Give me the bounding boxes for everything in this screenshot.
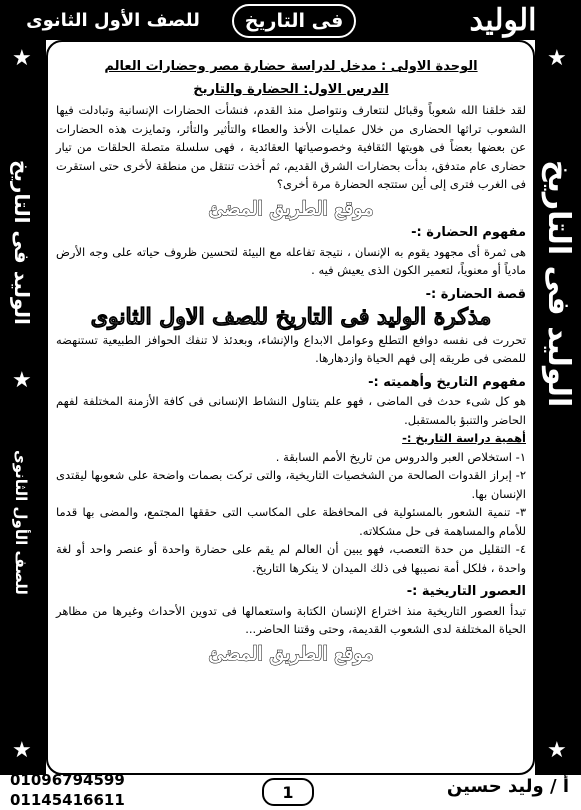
subject-pill: فى التاريخ <box>232 4 356 38</box>
history-paragraph: هو كل شىء حدث فى الماضى ، فهو علم يتناول النشاط الإنسانى فى كافة الأزمنة المختلفة لفهم الحاضر والتنبؤ بالمستقبل. <box>56 394 526 427</box>
civ-paragraph: هى ثمرة أى مجهود يقوم به الإنسان ، نتيجة تفاعله مع البيئة لتحسين ظروف حياته على وجه الأرض مادياً أو معنوياً، لتعمير الكون الذى يعيش فيه . <box>56 244 526 277</box>
star-icon: ★ <box>12 738 32 763</box>
phone-2: 01145416611 <box>10 791 125 809</box>
intro-paragraph: لقد خلقنا الله شعوباً وقبائل لنتعارف ونتواصل منذ القدم، فنشأت الحضارات الإنسانية وتبادلت فيها الشعوب تراثها الحضارى من خلال عمليات الأخذ والعطاء والتأثير والتأثر، وتمايزت هذه الحضارات عن بعضها بعضاً فى هويتها الثقافية وخصوصياتها العقائدية ، فهى سلسلة متصلة الحلقات من تيار حضارى عام متدفق، بدأت بحضارات الشرق القديم، ثم أخذت تنتقل من منطقة لأخرى حتى استقرت فى الغرب فترى إلى أين ستتجه الحضارة مرة أخرى؟ <box>56 103 526 191</box>
phone-1: 01096794599 <box>10 771 125 789</box>
site-watermark: موقع الطريق المضئ <box>208 642 374 665</box>
eras-heading: العصور التاريخية :- <box>406 584 526 599</box>
page-number: 1 <box>262 778 314 806</box>
story-paragraph: تحررت فى نفسه دوافع التطلع وعوامل الابداع والإنشاء، وبعدئذ لا تنفك الحوافز الطبيعية تستنهضه للمضى فى طريقه إلى فهم الحياة وازدهارها. <box>56 332 526 365</box>
left-side-text: الوليد فى التاريخ <box>10 160 34 325</box>
importance-item: ١- استخلاص العبر والدروس من تاريخ الأمم السابقة . <box>275 449 526 464</box>
right-border <box>535 40 581 775</box>
right-side-text: الوليد فى التاريخ <box>541 160 576 408</box>
star-icon: ★ <box>12 46 32 71</box>
star-icon: ★ <box>547 46 567 71</box>
eras-paragraph: تبدأ العصور التاريخية منذ اختراع الإنسان الكتابة واستعمالها فى تدوين الأحداث وغيرها من مظاهر الحياة المختلفة لدى الشعوب القديمة، وحتى وقتنا الحاضر... <box>56 603 526 636</box>
importance-heading: أهمية دراسة التاريخ :- <box>402 431 526 445</box>
importance-item: ٤- التقليل من حدة التعصب، فهو يبين أن العالم لم يقم على حضارة واحدة أو عنصر واحد أو لغة واحدة ، فلكل أمة نصيبها فى ذلك الميدان لا ينكرها التاريخ. <box>56 542 526 575</box>
document-body <box>56 58 526 669</box>
author-name: أ / وليد حسين <box>446 776 569 797</box>
left-border <box>0 40 46 775</box>
star-icon: ★ <box>12 368 32 393</box>
story-heading: قصة الحضارة :- <box>425 286 526 302</box>
grade-title: للصف الأول الثانوى <box>26 9 200 31</box>
memo-watermark: مذكرة الوليد فى التاريخ للصف الاول الثانوى <box>90 304 492 330</box>
left-side-grade: للصف الأول الثانوى <box>12 450 30 595</box>
brand-title: الوليد <box>469 2 537 38</box>
phone-numbers <box>10 770 125 810</box>
civ-heading: مفهوم الحضارة :- <box>411 225 526 240</box>
lesson-title: الدرس الاول: الحضارة والتاريخ <box>193 81 389 97</box>
site-watermark: موقع الطريق المضئ <box>208 197 374 220</box>
importance-item: ٣- تنمية الشعور بالمسئولية فى المحافظة على المكاسب التى حققها المجتمع، والمضى بها قدما للأمام والمساهمة فى حل مشكلاته. <box>56 505 526 538</box>
star-icon: ★ <box>547 738 567 763</box>
importance-item: ٢- إبراز القدوات الصالحة من الشخصيات التاريخية، والتى تركت بصمات واضحة على شعوبها ليقتدى الإنسان بها. <box>56 468 526 501</box>
history-heading: مفهوم التاريخ وأهميته :- <box>368 374 526 390</box>
unit-title: الوحدة الاولى : مدخل لدراسة حضارة مصر وحضارات العالم <box>104 59 478 74</box>
